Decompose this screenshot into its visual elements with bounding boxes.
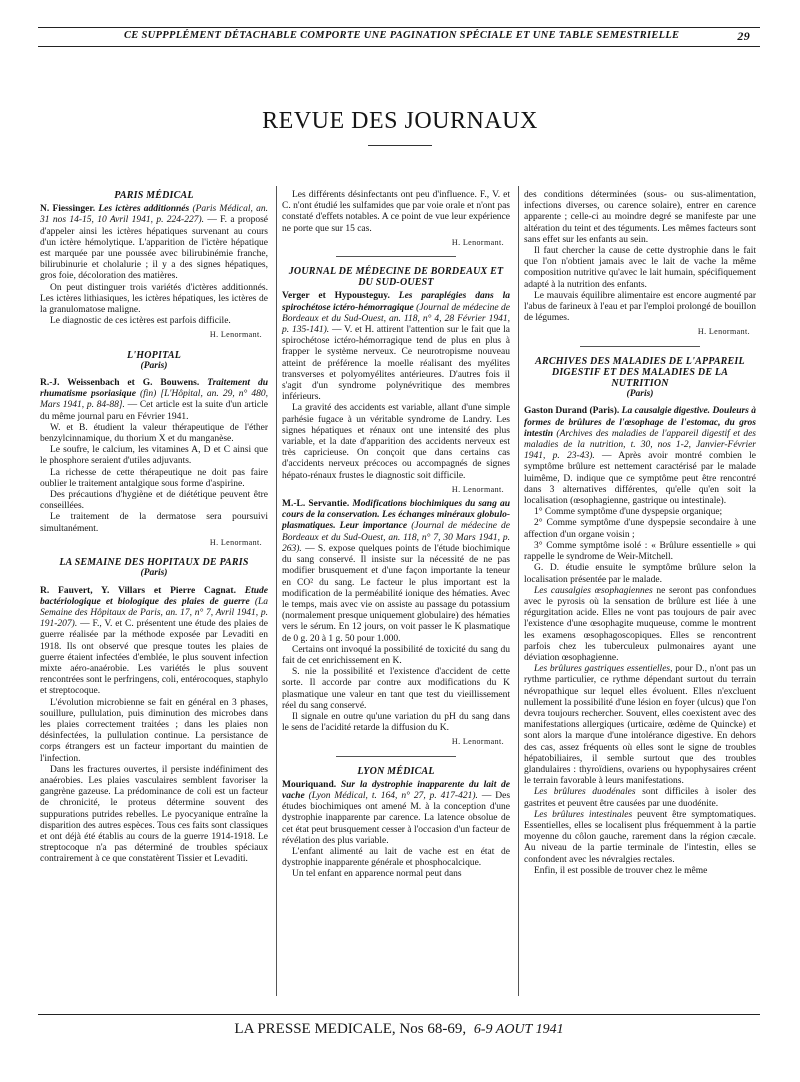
- paragraph: Enfin, il est possible de trouver chez le même: [534, 865, 708, 876]
- article-reference: (Journal de médecine de Bordeaux et du Sud-Ouest, an. 118, n° 7, 30 Mars 1941, p. 263).: [282, 521, 510, 554]
- paragraph: L'enfant alimenté au lait de vache est en état de dystrophie inapparente générale et phosphocalcique.: [282, 846, 510, 869]
- article-mouriquand: [282, 780, 510, 847]
- signature: H. Lenormant.: [451, 484, 504, 494]
- signature: H. Lenormant.: [697, 327, 750, 337]
- article-author: Verger et Hypousteguy.: [282, 291, 390, 302]
- paragraph-text: ne seront pas confondues avec le pyrosis où la sensation de brûlure est liée à une régurgitation acide. Elles ne vont pas toujours de pair avec l'existence d'une œsophagite muqueuse, comme le montrent les examens œsophagoscopiques. Elles se rencontrent parfois chez les tuberculeux pulmonaires ayant une déviation œsophagienne.: [524, 585, 757, 663]
- separator: [336, 756, 456, 757]
- article-author: M.-L. Servantie.: [282, 499, 350, 510]
- article-reference: (La Semaine des Hôpitaux de Paris, an. 17, n° 7, Avril 1941, p. 191-207).: [40, 596, 269, 630]
- signature: H. Lenormant.: [451, 737, 504, 747]
- paragraph: S. nie la possibilité et l'existence d'accident de cette sorte. Il accorde par contre aux modifications du K plasmatique une valeur en tant que test du vieillissement réel du sang conservé.: [282, 667, 510, 711]
- paragraph: La richesse de cette thérapeutique ne doit pas faire oublier le traitement antalgique sous forme d'aspirine.: [40, 467, 268, 489]
- section-heading: JOURNAL DE MÉDECINE DE BORDEAUX ET DU SUD-OUEST: [288, 266, 504, 289]
- section-heading: LA SEMAINE DES HOPITAUX DE PARIS: [59, 557, 249, 569]
- paragraph: Le diagnostic de ces ictères est parfois difficile.: [50, 316, 231, 327]
- paragraph: des conditions déterminées (sous- ou sus-alimentation, infections diverses, ou carence solaire), entrer en carence apparente ; celle-ci au moindre degré se manifeste par une altération du teint et des téguments. Les mêmes facteurs sont sans effet sur les enfants au sein.: [524, 190, 756, 245]
- article-text: — Après avoir montré combien le symptôme brûlure est nettement caractérisé par le malade luimême, D. indique que ce symptôme peut être rencontré dans 3 alternatives différentes, qu'elle qu'en soit la localisation (œsophagienne, gastrique ou intestinale).: [524, 451, 756, 507]
- paragraph: Des précautions d'hygiène et de diététique peuvent être conseillées.: [40, 490, 268, 512]
- article-reference: (Archives des maladies de l'appareil digestif et des maladies de la nutrition, t. 30, nos 1-2, Janvier-Février 1941, p. 23-43).: [524, 428, 757, 462]
- paragraph: Il signale en outre qu'une variation du pH du sang dans le sens de l'acidité retarde la diffusion du K.: [282, 711, 510, 734]
- separator: [336, 256, 456, 257]
- column-1: [40, 190, 268, 866]
- article-author: R. Fauvert, Y. Villars et Pierre Cagnat.: [40, 585, 236, 596]
- page-number: 29: [737, 29, 750, 43]
- paragraph-lead: Les brûlures intestinales: [534, 809, 633, 820]
- article-reference: (Lyon Médical, t. 164, n° 27, p. 417-421).: [308, 790, 478, 801]
- paragraph-lead: Les brûlures duodénales: [534, 787, 636, 798]
- article-title: Sur la dystrophie inapparente du lait de vache: [282, 779, 511, 801]
- section-subheading: (Paris): [140, 360, 168, 371]
- page-header: [38, 27, 760, 47]
- article-hopital: [40, 378, 268, 423]
- page-footer: [38, 1014, 760, 1045]
- separator: [580, 346, 700, 347]
- paragraph: [524, 787, 756, 809]
- page-title: REVUE DES JOURNAUX: [262, 108, 538, 134]
- article-title: La causalgie digestive. Douleurs à formes de brûlures de l'œsophage de l'estomac, du gros intestin: [524, 406, 756, 439]
- paragraph-lead: Les causalgies œsophagiennes: [534, 585, 653, 596]
- paragraph: [524, 664, 756, 787]
- paragraph: Les différents désinfectants ont peu d'influence. F., V. et C. n'ont étudié les sulfamides que par voie orale et n'ont pas constaté d'effets notables. A ce point de vue leur expérience ne porte que sur 15 cas.: [282, 190, 510, 234]
- column-3: [524, 190, 756, 877]
- article-servantie: [282, 499, 510, 645]
- section-subheading: (Paris): [140, 568, 168, 579]
- article-text: — S. expose quelques points de l'étude biochimique du sang conservé. Il insiste sur la nécessité de ne pas modifier brusquement et d'une façon importante la teneur en CO² du sang. Le facteur le plus important est la modification de la perméabilité ionique des hématies. Avec le temps, mais avec vie on assiste au passage du potassium (normalement presque uniquement globulaire) des hématies vers le sérum. En 12 jours, on voit passer le K plasmatique de 0 g. 20 à 1 g. 50 pour 1.000.: [282, 543, 511, 644]
- article-title: Les ictères additionnés: [98, 204, 190, 215]
- signature: H. Lenormant.: [451, 237, 504, 247]
- paragraph: Le traitement de la dermatose sera poursuivi simultanément.: [40, 512, 268, 534]
- list-item: 2° Comme symptôme d'une dyspepsie secondaire à une affection d'un organe voisin ;: [524, 518, 756, 540]
- article-text: — F. a proposé d'appeler ainsi les ictères hépatiques survenant au cours d'un ictère hémolytique. L'apparition de l'ictère hépatique est marquée par une poussée avec bilirubinémie franche, bilirubinurie et cholalurie ; il y a des signes hépatiques, gros foie, décoloration des matières.: [40, 215, 268, 282]
- article-title: Traitement du rhumatisme psoriasique: [40, 378, 269, 400]
- paragraph: G. D. étudie ensuite le symptôme brûlure selon la localisation présentée par le malade.: [524, 563, 756, 585]
- article-author: N. Fiessinger.: [40, 204, 96, 215]
- article-author: R.-J. Weissenbach et G. Bouwens.: [40, 378, 200, 389]
- section-heading: PARIS MÉDICAL: [114, 190, 194, 201]
- signature: H. Lenormant.: [209, 330, 262, 340]
- paragraph: Certains ont invoqué la possibilité de toxicité du sang du fait de cet enrichissement en K.: [282, 644, 510, 666]
- header-text: CE SUPPPLÉMENT DÉTACHABLE COMPORTE UNE PAGINATION SPÉCIALE ET UNE TABLE SEMESTRIELLE: [124, 30, 680, 41]
- paragraph: Le soufre, le calcium, les vitamines A, D et C ainsi que le phosphore seraient d'utiles adjuvants.: [40, 445, 268, 467]
- article-title: Etude bactériologique et biologique des plaies de guerre: [40, 585, 268, 607]
- list-item: 3° Comme symptôme isolé : « Brûlure essentielle » qui rappelle le syndrome de Weir-Mitchell.: [524, 540, 756, 563]
- paragraph: [524, 810, 756, 866]
- article-reference: (fin) [L'Hôpital, an. 29, n° 480, Mars 1941, p. 84-88].: [40, 389, 268, 411]
- article-title: Les paraplégies dans la spirochétose ictéro-hémorragique: [282, 291, 511, 313]
- title-rule: [368, 145, 432, 146]
- paragraph-text: sont difficiles à isoler des gastrites et peuvent être causées par une duodénite.: [524, 787, 756, 809]
- footer-journal: LA PRESSE MEDICALE, Nos 68-69,: [234, 1021, 467, 1037]
- article-durand: [524, 406, 756, 507]
- list-item: 1° Comme symptôme d'une dyspepsie organique;: [534, 507, 723, 518]
- section-heading: L'HOPITAL: [126, 349, 182, 361]
- paragraph: W. et B. étudient la valeur thérapeutique de l'éther benzylcinnamique, du thorium X et du manganèse.: [40, 422, 268, 445]
- article-author: Gaston Durand (Paris).: [524, 406, 620, 417]
- signature: H. Lenormant.: [209, 537, 262, 547]
- article-text: — Des études biochimiques ont amené M. à la conception d'une dystrophie inapparente par carence. La latence obsolue de cet état peut brusquement cesser à l'occasion d'un facteur de révélation des plus variable.: [282, 790, 511, 846]
- paragraph: Le mauvais équilibre alimentaire est encore augmenté par l'abus de farineux à l'eau et par l'emploi prolongé de bouillon de légumes.: [524, 290, 757, 324]
- article-paris-medical: [40, 204, 268, 282]
- article-author: Mouriquand.: [282, 779, 337, 790]
- paragraph-text: peuvent être symptomatiques. Essentielles, elles se localisent plus fréquemment à la partie moyenne du côlon gauche, rarement dans la région cæcale. Au niveau de la partie terminale de l'intestin, elles se confondent avec les névralgies rectales.: [524, 809, 756, 865]
- paragraph: L'évolution microbienne se fait en général en 3 phases, souillure, pullulation, puis diminution des microbes dans les plaies correctement traitées ; dans les plaies non désinfectées, la pullulation continue. La persistance de corps étrangers est un facteur important du maintien de l'infection.: [40, 697, 268, 764]
- article-reference: (Paris Médical, an. 31 nos 14-15, 10 Avril 1941, p. 224-227).: [40, 204, 268, 226]
- paragraph: La gravité des accidents est variable, allant d'une simple parhésie fugace à un véritable syndrome de Landry. Les signes hépatiques et rénaux ont une intensité des plus variable, et la date d'apparition des accidents nerveux est très capricieuse. On conçoit que dans certains cas d'accidents nerveux précoces ou accompagnés de signes hépato-rénaux frustes le diagnostic soit difficile.: [282, 403, 510, 481]
- article-semaine: [40, 586, 268, 698]
- paragraph: Dans les fractures ouvertes, il persiste indéfiniment des anaérobies. Les plaies vasculaires semblent favoriser la gangrène gazeuse. La prédominance de coli est un facteur de chronicité, le proteus détermine souvent des suppurations putrides rebelles. Le pyocyanique entraîne la disparition des autres espèces. Tous ces faits sont classiques et ont déjà été établis au cours de la guerre 1914-1918. Le streptocoque n'a pas déterminé de troubles spéciaux contrairement à ce que constatèrent Tissier et Levaditi.: [40, 764, 268, 865]
- article-verger: [282, 291, 510, 403]
- article-reference: (Journal de médecine de Bordeaux et du Sud-Ouest, an. 118, n° 4, 28 Février 1941, p. 135-141).: [282, 302, 510, 336]
- article-title: Modifications biochimiques du sang au cours de la conservation. Les échanges minéraux globulo-plasmatiques. Leur importance: [282, 499, 511, 532]
- paragraph-text: , pour D., n'ont pas un rythme particulier, ce rythme dépendant surtout du terrain névropathique sur lequel elles évoluent. Elles n'excluent nullement la possibilité d'une lésion en foyer (ulcus) que l'on devra toujours rechercher. Souvent, elles coexistent avec des manifestations allergiques (urticaire, œdème de Quincke) et sont alors la marque d'une intolérance digestive. En dehors des cas, assez fréquents où elles sont le signe de troubles hépatobiliaires, il semble surtout que des troubles glandulaires : thyroïdiens, ovariens ou hypophysaires créent le terrain favorable à leurs manifestations.: [524, 664, 756, 787]
- article-text: — F., V. et C. présentent une étude des plaies de guerre réalisée par la méthode exposée par Levaditi en 1918. Ils ont observé que presque toutes les plaies de guerre étaient infectées d'emblée, le plus souvent infection mixte aéro-anaérobie. Les variétés le plus souvent rencontrées sont le perfringens, coli, entérocoques, staphylo et streptocoque.: [40, 619, 269, 697]
- paragraph-lead: Les brûlures gastriques essentielles: [534, 664, 671, 675]
- article-text: — V. et H. attirent l'attention sur le fait que la spirochétose ictéro-hémorragique tend de plus en plus à frapper le système nerveux. Ce neurotropisme nouveau atteint de préférence la moelle réalisant des myélites transverses et polyomyélites antérieures. D'autres fois il s'agit d'un syndrome polynévritique des membres inférieurs.: [282, 325, 511, 403]
- column-divider: [276, 186, 277, 996]
- article-text: — Cet article est la suite d'un article du même journal paru en Février 1941.: [40, 400, 268, 422]
- paragraph: Un tel enfant en apparence normal peut dans: [292, 869, 462, 880]
- column-2: [282, 190, 510, 881]
- paragraph: On peut distinguer trois variétés d'ictères additionnés. Les ictères lithiasiques, les ictères hépatiques, les ictères de la granulomatose maligne.: [40, 282, 268, 316]
- section-heading: LYON MÉDICAL: [357, 765, 435, 777]
- section-subheading: (Paris): [626, 389, 654, 400]
- section-heading: ARCHIVES DES MALADIES DE L'APPAREIL DIGESTIF ET DES MALADIES DE LA NUTRITION: [535, 355, 745, 390]
- footer-date: 6-9 AOUT 1941: [473, 1022, 564, 1037]
- paragraph: [524, 586, 756, 664]
- column-divider: [518, 186, 519, 996]
- paragraph: Il faut chercher la cause de cette dystrophie dans le fait que l'on n'obtient jamais avec le lait de vache la même composition nutritive qu'avec le lait humain, spécifiquement adapté à la nutrition des enfants.: [524, 246, 756, 290]
